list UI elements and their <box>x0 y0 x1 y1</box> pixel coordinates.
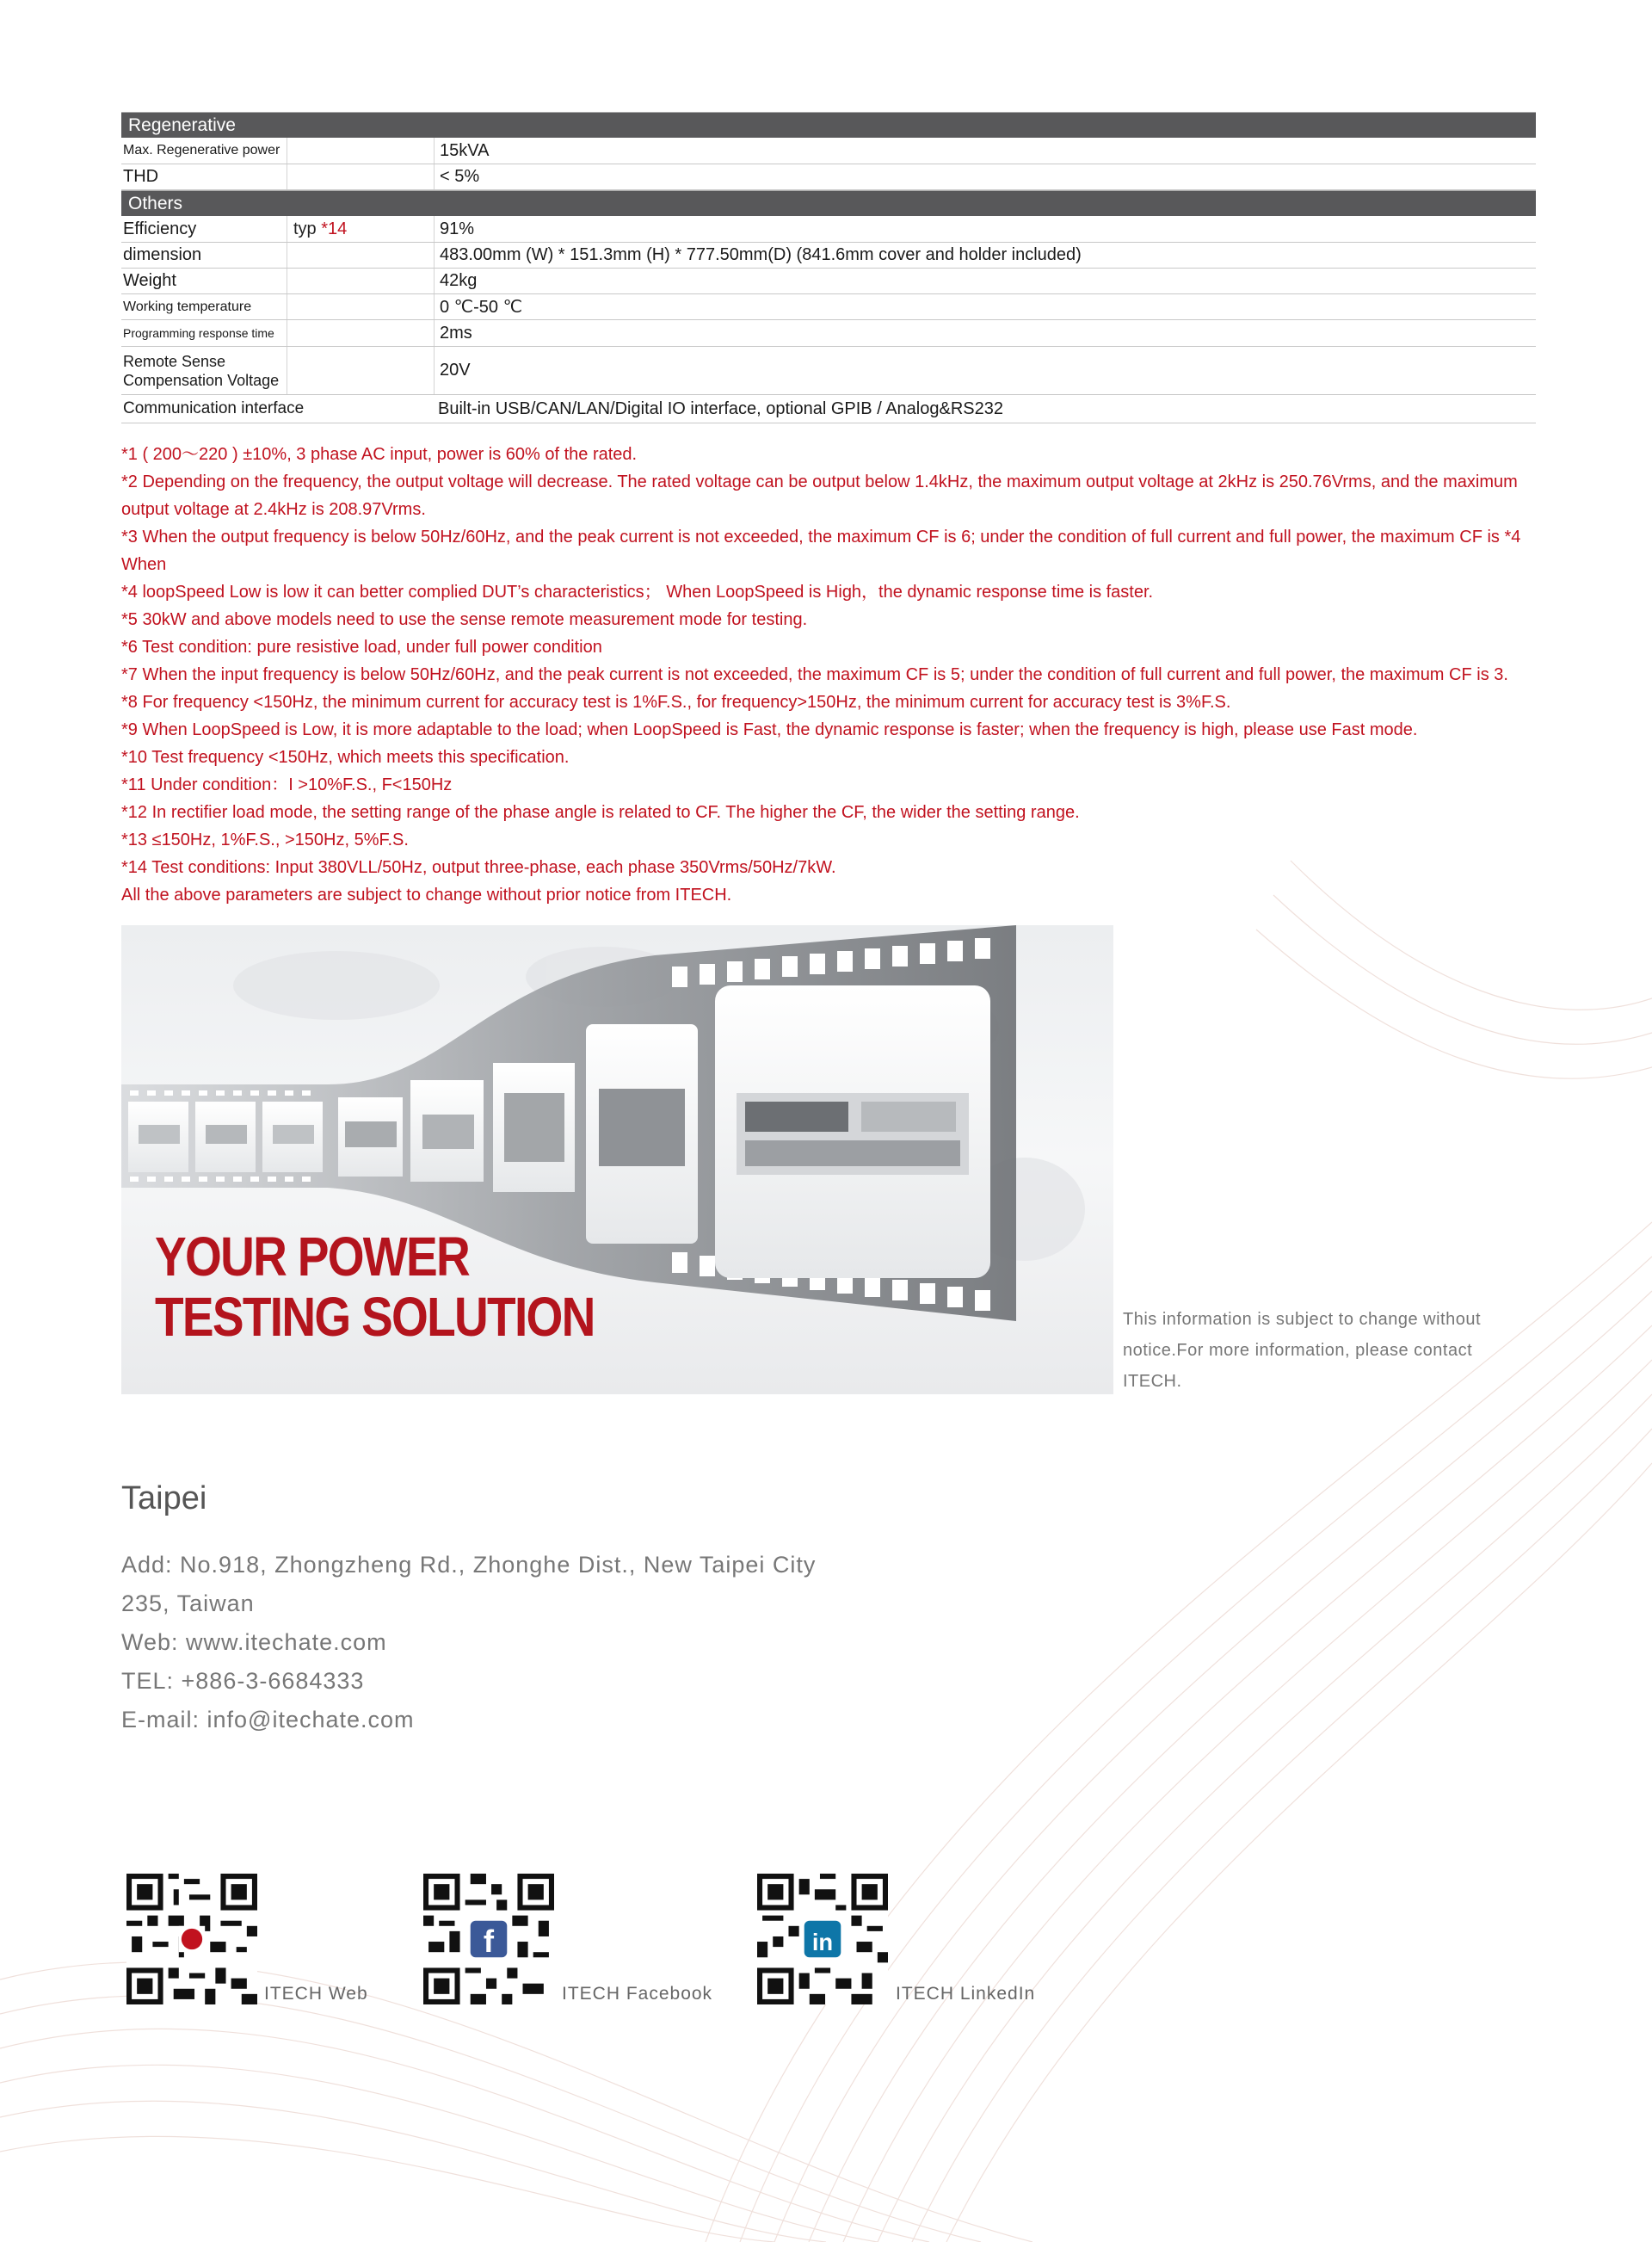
contact-details <box>121 1546 816 1739</box>
row-value: 91% <box>440 219 475 238</box>
qr-label-facebook: ITECH Facebook <box>562 1984 713 2004</box>
row-condition <box>287 243 435 268</box>
row-condition <box>287 164 435 189</box>
footnote: *8 For frequency <150Hz, the minimum current for accuracy test is 1%F.S., for frequency>150Hz, the minimum current for accuracy test is 3%F.S. <box>121 693 1231 712</box>
footnote: All the above parameters are subject to change without prior notice from ITECH. <box>121 886 732 905</box>
spec-table <box>121 112 1536 423</box>
footnote: *11 Under condition：I >10%F.S., F<150Hz <box>121 775 453 794</box>
footnote: *10 Test frequency <150Hz, which meets this specification. <box>121 748 570 767</box>
footnote: *1 ( 200～220 ) ±10%, 3 phase AC input, power is 60% of the rated. <box>121 445 638 464</box>
table-row <box>121 216 1536 243</box>
row-value: 0 ℃-50 ℃ <box>440 298 523 317</box>
qr-code-facebook[interactable] <box>423 1874 554 2004</box>
footnote: *7 When the input frequency is below 50Hz/60Hz, and the peak current is not exceeded, the maximum CF is 5; under the condition of full current and full power, the maximum CF is 3. <box>121 665 1508 684</box>
footnote: *4 loopSpeed Low is low it can better complied DUT’s characteristics； When LoopSpeed is High，the dynamic response time is faster. <box>121 583 1154 602</box>
footnote: *9 When LoopSpeed is Low, it is more adaptable to the load; when LoopSpeed is Fast, the dynamic response is faster; when the frequency is high, please use Fast mode. <box>121 720 1418 739</box>
row-label <box>121 347 287 394</box>
row-value: 15kVA <box>440 140 490 160</box>
row-condition <box>287 216 435 242</box>
qr-code-web[interactable] <box>126 1874 257 2004</box>
row-condition <box>287 269 435 293</box>
svg-text:f: f <box>483 1924 495 1960</box>
qr-code-linkedin[interactable] <box>757 1874 888 2004</box>
qr-label-linkedin: ITECH LinkedIn <box>896 1984 1036 2004</box>
footnote: *5 30kW and above models need to use the sense remote measurement mode for testing. <box>121 610 808 629</box>
footnote: *14 Test conditions: Input 380VLL/50Hz, output three-phase, each phase 350Vrms/50Hz/7kW. <box>121 858 836 877</box>
row-label: THD <box>121 164 287 189</box>
row-label: Max. Regenerative power <box>121 138 287 164</box>
footnote: *13 ≤150Hz, 1%F.S., >150Hz, 5%F.S. <box>121 831 409 849</box>
footnote: *6 Test condition: pure resistive load, under full power condition <box>121 638 602 657</box>
table-row <box>121 164 1536 190</box>
contact-address-line2: 235, Taiwan <box>121 1590 255 1616</box>
footnotes <box>121 441 1550 909</box>
disclaimer-note: This information is subject to change without notice.For more information, please contact ITECH. <box>1123 1310 1482 1391</box>
row-label: Weight <box>121 269 287 293</box>
contact-tel: TEL: +886-3-6684333 <box>121 1668 365 1694</box>
row-value: < 5% <box>440 167 480 186</box>
row-value: 20V <box>440 361 471 380</box>
footnote-ref: *14 <box>321 219 348 238</box>
section-header-others: Others <box>121 190 1536 216</box>
row-value: Built-in USB/CAN/LAN/Digital IO interface, optional GPIB / Analog&RS232 <box>438 398 1003 418</box>
footnote: output voltage at 2.4kHz is 208.97Vrms. <box>121 500 426 519</box>
table-row <box>121 243 1536 269</box>
table-row <box>121 320 1536 347</box>
row-label: Communication interface <box>123 399 305 417</box>
slogan-line: TESTING SOLUTION <box>155 1286 595 1348</box>
row-condition <box>287 347 435 394</box>
footnote: When <box>121 555 167 574</box>
table-row <box>121 395 1536 423</box>
table-row <box>121 269 1536 294</box>
row-label: Efficiency <box>121 216 287 242</box>
footnote: *3 When the output frequency is below 50Hz/60Hz, and the peak current is not exceeded, the maximum CF is 6; under the condition of full current and full power, the maximum CF is *4 <box>121 528 1521 547</box>
table-row <box>121 347 1536 395</box>
section-header-regenerative: Regenerative <box>121 112 1536 138</box>
table-row <box>121 294 1536 320</box>
slogan-line: YOUR POWER <box>155 1226 470 1288</box>
row-label-line: Remote Sense <box>123 352 226 370</box>
table-row <box>121 138 1536 164</box>
footnote: *12 In rectifier load mode, the setting range of the phase angle is related to CF. The higher the CF, the wider the setting range. <box>121 803 1080 822</box>
row-label: dimension <box>121 243 287 268</box>
condition-text: typ <box>293 219 317 238</box>
qr-label-web: ITECH Web <box>264 1984 368 2004</box>
row-condition <box>287 320 435 346</box>
row-label: Programming response time <box>121 320 287 346</box>
footnote: *2 Depending on the frequency, the output voltage will decrease. The rated voltage can be output below 1.4kHz, the maximum output voltage at 2kHz is 250.76Vrms, and the maximum <box>121 472 1518 491</box>
row-label: Working temperature <box>121 294 287 319</box>
office-city: Taipei <box>121 1480 207 1516</box>
row-value: 2ms <box>440 323 472 343</box>
row-label-line: Compensation Voltage <box>123 371 280 389</box>
contact-address-line1: Add: No.918, Zhongzheng Rd., Zhonghe Dist., New Taipei City <box>121 1552 817 1578</box>
film-strip-banner <box>121 925 1113 1394</box>
svg-text:in: in <box>811 1928 834 1955</box>
banner-slogan <box>155 1226 595 1347</box>
contact-email[interactable]: E-mail: info@itechate.com <box>121 1707 415 1732</box>
row-condition <box>287 294 435 319</box>
row-value: 483.00mm (W) * 151.3mm (H) * 777.50mm(D) (841.6mm cover and holder included) <box>440 245 1082 264</box>
row-value: 42kg <box>440 271 478 290</box>
contact-web[interactable]: Web: www.itechate.com <box>121 1629 387 1655</box>
row-condition <box>287 138 435 164</box>
